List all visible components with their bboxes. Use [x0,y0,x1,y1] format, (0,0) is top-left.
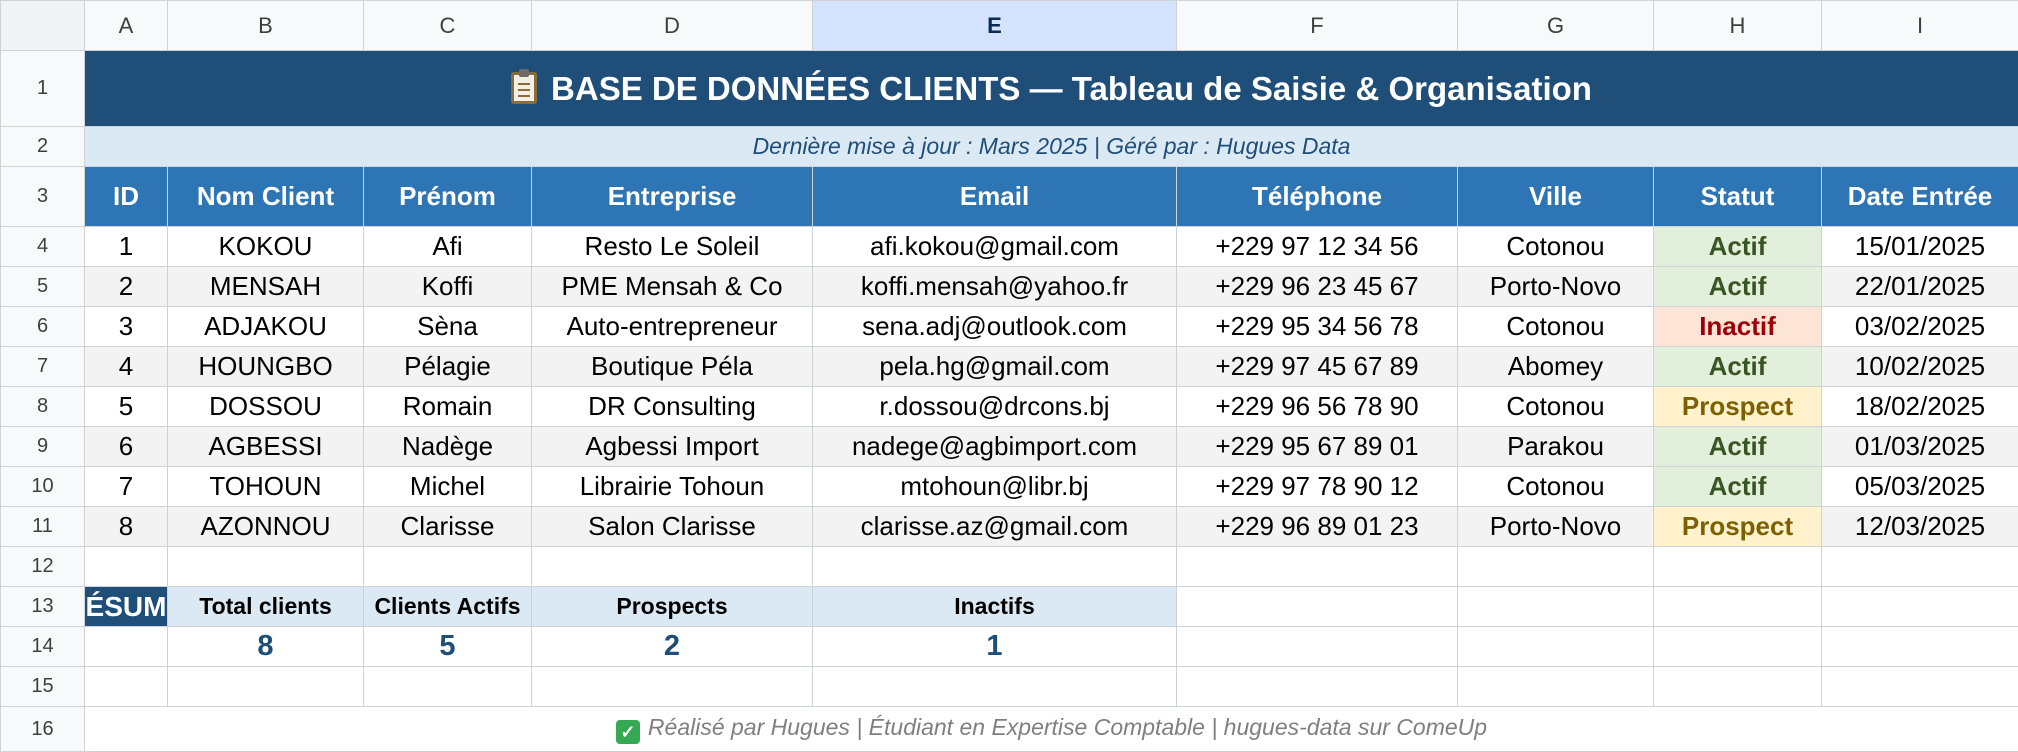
check-mark-icon: ✓ [616,720,640,744]
cell-statut[interactable]: Actif [1654,347,1822,387]
empty-cell[interactable] [813,667,1177,707]
empty-cell[interactable] [1177,547,1458,587]
empty-cell[interactable] [1458,627,1654,667]
empty-cell[interactable] [1654,547,1822,587]
row-header[interactable]: 10 [1,467,85,507]
row-header[interactable]: 16 [1,707,85,752]
cell-entreprise[interactable]: Librairie Tohoun [532,467,813,507]
cell-telephone[interactable]: +229 97 12 34 56 [1177,227,1458,267]
title-cell[interactable] [85,51,2018,127]
empty-cell[interactable] [1654,587,1822,627]
column-header-a[interactable]: A [85,1,168,51]
cell-email[interactable]: koffi.mensah@yahoo.fr [813,267,1177,307]
empty-cell[interactable] [85,547,168,587]
cell-date[interactable]: 15/01/2025 [1822,227,2018,267]
empty-cell[interactable] [1458,587,1654,627]
cell-email[interactable]: afi.kokou@gmail.com [813,227,1177,267]
column-header-c[interactable]: C [364,1,532,51]
column-header-i[interactable]: I [1822,1,2018,51]
empty-cell[interactable] [1458,667,1654,707]
cell-telephone[interactable]: +229 95 67 89 01 [1177,427,1458,467]
cell-nom[interactable]: AZONNOU [168,507,364,547]
row-header[interactable]: 9 [1,427,85,467]
row-header[interactable]: 5 [1,267,85,307]
cell-id[interactable]: 5 [85,387,168,427]
summary-label[interactable]: ÉSUM [85,587,168,627]
table-row [1,267,2018,307]
cell-email[interactable]: pela.hg@gmail.com [813,347,1177,387]
summary-value-actifs[interactable]: 5 [364,627,532,667]
column-header-b[interactable]: B [168,1,364,51]
empty-cell[interactable] [1822,547,2018,587]
header-prenom[interactable]: Prénom [364,167,532,227]
cell-email[interactable]: r.dossou@drcons.bj [813,387,1177,427]
cell-nom[interactable]: ADJAKOU [168,307,364,347]
cell-statut[interactable]: Prospect [1654,507,1822,547]
cell-email[interactable]: nadege@agbimport.com [813,427,1177,467]
cell-email[interactable]: mtohoun@libr.bj [813,467,1177,507]
clipboard-icon [511,72,537,104]
cell-prenom[interactable]: Afi [364,227,532,267]
empty-cell[interactable] [1458,547,1654,587]
cell-entreprise[interactable]: DR Consulting [532,387,813,427]
cell-statut[interactable]: Actif [1654,427,1822,467]
cell-nom[interactable]: DOSSOU [168,387,364,427]
cell-ville[interactable]: Cotonou [1458,467,1654,507]
row-header[interactable]: 13 [1,587,85,627]
empty-cell[interactable] [813,547,1177,587]
row-header[interactable]: 1 [1,51,85,127]
empty-cell[interactable] [1822,587,2018,627]
cell-ville[interactable]: Porto-Novo [1458,507,1654,547]
empty-cell[interactable] [1822,627,2018,667]
cell-nom[interactable]: AGBESSI [168,427,364,467]
column-header-h[interactable]: H [1654,1,1822,51]
table-row [1,227,2018,267]
empty-cell[interactable] [168,547,364,587]
cell-telephone[interactable]: +229 97 78 90 12 [1177,467,1458,507]
cell-date[interactable]: 03/02/2025 [1822,307,2018,347]
cell-id[interactable]: 4 [85,347,168,387]
row-header[interactable]: 11 [1,507,85,547]
row-header[interactable]: 2 [1,127,85,167]
table-row [1,347,2018,387]
cell-nom[interactable]: HOUNGBO [168,347,364,387]
cell-prenom[interactable]: Michel [364,467,532,507]
cell-entreprise[interactable]: Auto-entrepreneur [532,307,813,347]
cell-id[interactable]: 2 [85,267,168,307]
summary-value-inactifs[interactable]: 1 [813,627,1177,667]
summary-value-total[interactable]: 8 [168,627,364,667]
empty-cell[interactable] [1177,667,1458,707]
table-row [1,387,2018,427]
cell-telephone[interactable]: +229 95 34 56 78 [1177,307,1458,347]
cell-ville[interactable]: Abomey [1458,347,1654,387]
row-header[interactable]: 3 [1,167,85,227]
row-header[interactable]: 12 [1,547,85,587]
cell-date[interactable]: 22/01/2025 [1822,267,2018,307]
cell-id[interactable]: 8 [85,507,168,547]
column-header-f[interactable]: F [1177,1,1458,51]
summary-head-actifs[interactable]: Clients Actifs [364,587,532,627]
cell-id[interactable]: 7 [85,467,168,507]
cell-prenom[interactable]: Koffi [364,267,532,307]
cell-entreprise[interactable]: Agbessi Import [532,427,813,467]
cell-date[interactable]: 10/02/2025 [1822,347,2018,387]
empty-cell[interactable] [1654,627,1822,667]
cell-statut[interactable]: Actif [1654,467,1822,507]
header-statut[interactable]: Statut [1654,167,1822,227]
cell-ville[interactable]: Parakou [1458,427,1654,467]
empty-cell[interactable] [1654,667,1822,707]
column-header-g[interactable]: G [1458,1,1654,51]
cell-date[interactable]: 12/03/2025 [1822,507,2018,547]
column-header-d[interactable]: D [532,1,813,51]
cell-id[interactable]: 3 [85,307,168,347]
cell-statut[interactable]: Actif [1654,227,1822,267]
header-ville[interactable]: Ville [1458,167,1654,227]
cell-id[interactable]: 6 [85,427,168,467]
empty-cell[interactable] [1177,587,1458,627]
empty-cell[interactable] [85,667,168,707]
cell-ville[interactable]: Porto-Novo [1458,267,1654,307]
cell-date[interactable]: 01/03/2025 [1822,427,2018,467]
cell-prenom[interactable]: Romain [364,387,532,427]
cell-date[interactable]: 05/03/2025 [1822,467,2018,507]
row-header[interactable]: 6 [1,307,85,347]
select-all-corner[interactable] [1,1,85,51]
footer-cell[interactable] [85,707,2018,752]
column-header-e[interactable]: E [813,1,1177,51]
header-email[interactable]: Email [813,167,1177,227]
cell-entreprise[interactable]: PME Mensah & Co [532,267,813,307]
empty-cell[interactable] [364,547,532,587]
cell-statut[interactable]: Inactif [1654,307,1822,347]
cell-telephone[interactable]: +229 96 56 78 90 [1177,387,1458,427]
cell-ville[interactable]: Cotonou [1458,227,1654,267]
empty-cell[interactable] [168,667,364,707]
cell-prenom[interactable]: Sèna [364,307,532,347]
cell-prenom[interactable]: Pélagie [364,347,532,387]
table-row [1,427,2018,467]
cell-nom[interactable]: MENSAH [168,267,364,307]
summary-head-prospects[interactable]: Prospects [532,587,813,627]
row-header[interactable]: 8 [1,387,85,427]
cell-statut[interactable]: Prospect [1654,387,1822,427]
summary-head-inactifs[interactable]: Inactifs [813,587,1177,627]
table-row [1,507,2018,547]
empty-cell[interactable] [364,667,532,707]
cell-statut[interactable]: Actif [1654,267,1822,307]
cell-telephone[interactable]: +229 96 23 45 67 [1177,267,1458,307]
table-row [1,467,2018,507]
cell-email[interactable]: clarisse.az@gmail.com [813,507,1177,547]
row-header[interactable]: 4 [1,227,85,267]
footer-text: Réalisé par Hugues | Étudiant en Expertise Comptable | hugues-data sur ComeUp [647,714,1488,740]
cell-telephone[interactable]: +229 96 89 01 23 [1177,507,1458,547]
cell-prenom[interactable]: Clarisse [364,507,532,547]
sheet-title: BASE DE DONNÉES CLIENTS — Tableau de Saisie & Organisation [551,69,1592,107]
empty-cell[interactable] [85,627,168,667]
cell-ville[interactable]: Cotonou [1458,387,1654,427]
cell-entreprise[interactable]: Salon Clarisse [532,507,813,547]
cell-nom[interactable]: KOKOU [168,227,364,267]
empty-cell[interactable] [1177,627,1458,667]
row-header[interactable]: 15 [1,667,85,707]
header-telephone[interactable]: Téléphone [1177,167,1458,227]
cell-nom[interactable]: TOHOUN [168,467,364,507]
cell-date[interactable]: 18/02/2025 [1822,387,2018,427]
cell-email[interactable]: sena.adj@outlook.com [813,307,1177,347]
empty-cell[interactable] [1822,667,2018,707]
table-row [1,307,2018,347]
cell-ville[interactable]: Cotonou [1458,307,1654,347]
summary-value-prospects[interactable]: 2 [532,627,813,667]
row-header[interactable]: 7 [1,347,85,387]
row-header[interactable]: 14 [1,627,85,667]
empty-cell[interactable] [532,667,813,707]
empty-cell[interactable] [532,547,813,587]
cell-telephone[interactable]: +229 97 45 67 89 [1177,347,1458,387]
cell-prenom[interactable]: Nadège [364,427,532,467]
header-id[interactable]: ID [85,167,168,227]
cell-entreprise[interactable]: Resto Le Soleil [532,227,813,267]
summary-head-total[interactable]: Total clients [168,587,364,627]
header-nom-client[interactable]: Nom Client [168,167,364,227]
header-date-entree[interactable]: Date Entrée [1822,167,2018,227]
subtitle-cell[interactable]: Dernière mise à jour : Mars 2025 | Géré par : Hugues Data [85,127,2018,167]
cell-entreprise[interactable]: Boutique Péla [532,347,813,387]
cell-id[interactable]: 1 [85,227,168,267]
header-entreprise[interactable]: Entreprise [532,167,813,227]
